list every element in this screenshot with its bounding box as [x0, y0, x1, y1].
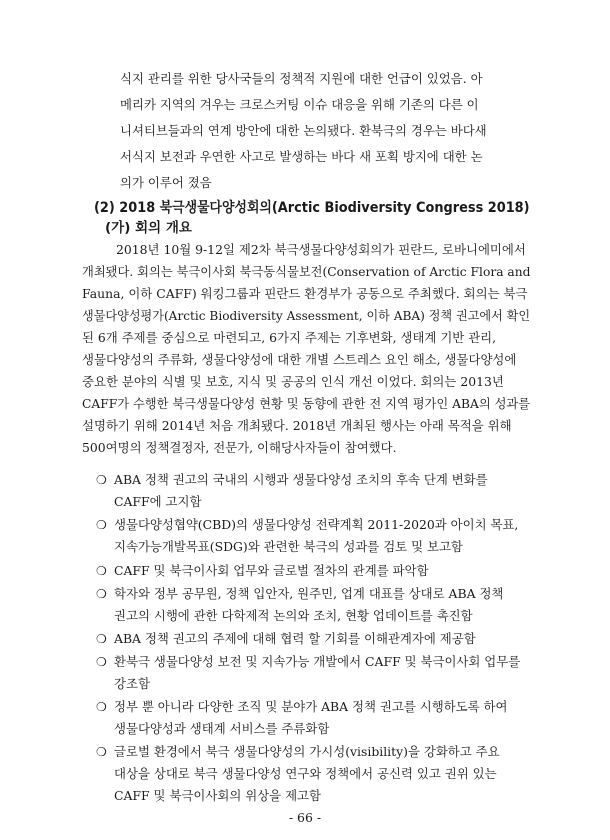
overview-line: 개최됐다. 회의는 북극이사회 북극동식물보전(Conservation of Arctic Flora and [82, 264, 531, 279]
bullet-icon: ❍ [96, 655, 107, 669]
objective-line: 환북극 생물다양성 보전 및 지속가능 개발에서 CAFF 및 북극이사회 업무를 [114, 654, 521, 669]
section-subheading: (가) 회의 개요 [105, 220, 192, 236]
bullet-icon: ❍ [96, 518, 107, 532]
objective-line: CAFF 및 북극이사회의 위상을 제고함 [114, 788, 321, 803]
bullet-icon: ❍ [96, 564, 107, 578]
overview-line: 중요한 분야의 식별 및 보호, 지식 및 공공의 인식 개선 이었다. 회의는 2013년 [82, 374, 504, 389]
overview-line: 설명하기 위해 2014년 처음 개최됐다. 2018년 개최된 행사는 아래 목적을 위해 [82, 418, 512, 433]
intro-line: 서식지 보전과 우연한 사고로 발생하는 바다 새 포획 방지에 대한 논 [120, 149, 483, 164]
intro-line: 의가 이루어 졌음 [120, 175, 212, 190]
objective-line: 글로벌 환경에서 북극 생물다양성의 가시성(visibility)을 강화하고 주요 [114, 744, 500, 759]
objective-line: CAFF에 고지함 [114, 494, 202, 509]
bullet-icon: ❍ [96, 700, 107, 714]
page-number: - 66 - [288, 810, 322, 825]
objective-line: CAFF 및 북극이사회 업무와 글로벌 절차의 관계를 파악함 [114, 563, 429, 578]
objective-line: 정부 뿐 아니라 다양한 조직 및 분야가 ABA 정책 권고를 시행하도록 하여 [114, 699, 508, 714]
objective-line: ABA 정책 권고의 주제에 대해 협력 할 기회를 이해관계자에 제공함 [114, 631, 476, 646]
bullet-icon: ❍ [96, 473, 107, 487]
intro-line: 니셔티브들과의 연계 방안에 대한 논의됐다. 환북극의 경우는 바다새 [120, 123, 487, 138]
objective-line: 지속가능개발목표(SDG)와 관련한 북극의 성과를 검토 및 보고함 [114, 539, 463, 554]
overview-line: 생물다양성평가(Arctic Biodiversity Assessment, 이하 ABA) 정책 권고에서 확인 [82, 308, 531, 323]
intro-line: 식지 관리를 위한 당사국들의 정책적 지원에 대한 언급이 있었음. 아 [120, 71, 483, 86]
objective-line: 대상을 상대로 북극 생물다양성 연구와 정책에서 공신력 있고 권위 있는 [114, 766, 497, 781]
overview-line: CAFF가 수행한 북극생물다양성 현황 및 동향에 관한 전 지역 평가인 ABA의 성과를 [82, 396, 531, 411]
objective-line: 생물다양성협약(CBD)의 생물다양성 전략계획 2011-2020과 아이치 목표, [114, 517, 519, 532]
intro-line: 메리카 지역의 겨우는 크로스커팅 이슈 대응을 위해 기존의 다른 이 [120, 97, 479, 112]
section-heading: (2) 2018 북극생물다양성회의(Arctic Biodiversity Congress 2018) [94, 200, 530, 216]
objective-line: ABA 정책 권고의 국내의 시행과 생물다양성 조치의 후속 단계 변화를 [114, 472, 488, 487]
overview-line: Fauna, 이하 CAFF) 워킹그룹과 핀란드 환경부가 공동으로 주최했다. 회의는 북극 [82, 286, 528, 301]
bullet-icon: ❍ [96, 587, 107, 601]
objective-line: 강조함 [114, 676, 150, 691]
bullet-icon: ❍ [96, 632, 107, 646]
overview-line: 된 6개 주제를 중심으로 마련되고, 6가지 주제는 기후변화, 생태계 기반 관리, [82, 330, 497, 345]
objective-line: 학자와 정부 공무원, 정책 입안자, 원주민, 업계 대표를 상대로 ABA 정책 [114, 586, 504, 601]
overview-line: 500여명의 정책결정자, 전문가, 이해당사자들이 참여했다. [82, 440, 397, 455]
objective-line: 권고의 시행에 관한 다학제적 논의와 조치, 현황 업데이트를 촉진함 [114, 608, 473, 623]
bullet-icon: ❍ [96, 745, 107, 759]
overview-line: 2018년 10월 9-12일 제2차 북극생물다양성회의가 핀란드, 로바니에미에서 [116, 242, 526, 257]
objective-line: 생물다양성과 생태계 서비스를 주류화함 [114, 721, 330, 736]
overview-line: 생물다양성의 주류화, 생물다양성에 대한 개별 스트레스 요인 해소, 생물다양성에 [82, 352, 517, 367]
